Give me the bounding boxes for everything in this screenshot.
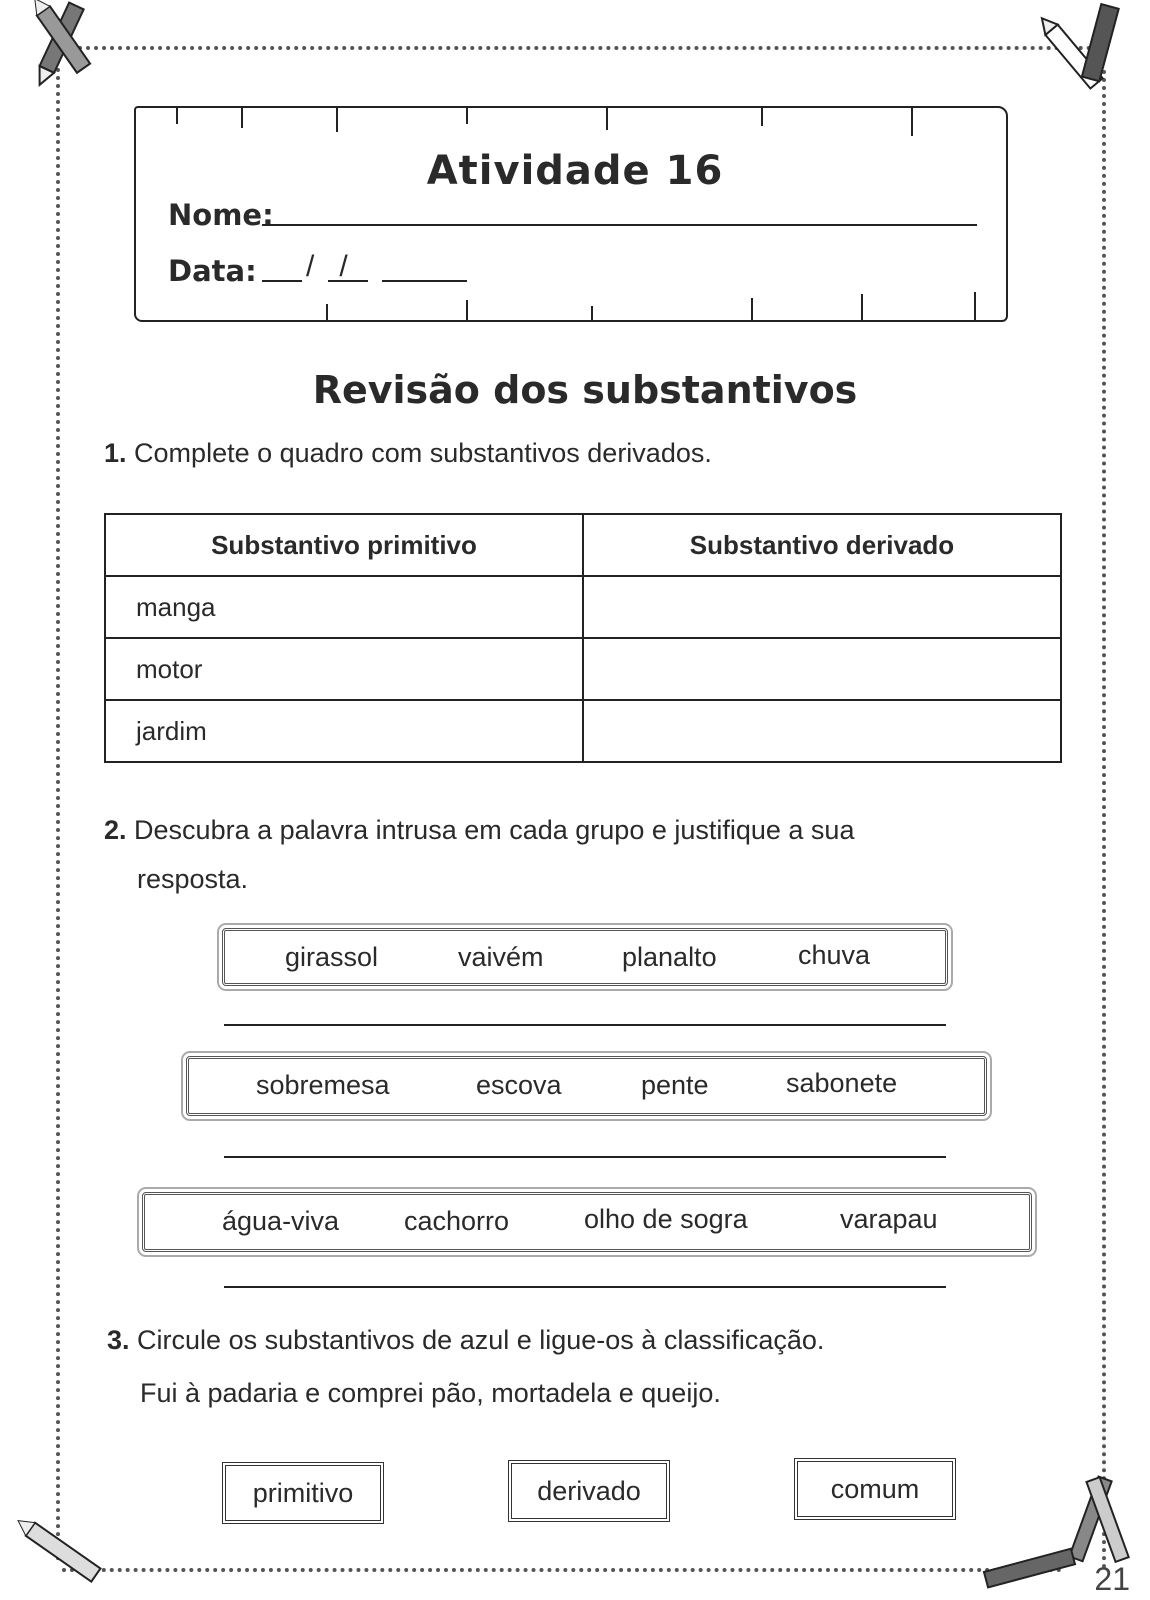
question-3-sentence: Fui à padaria e comprei pão, mortadela e queijo. [140, 1378, 721, 1408]
question-2 [104, 815, 854, 846]
frame-left-border [56, 52, 60, 1562]
table-cell-primitive: motor [105, 638, 583, 700]
answer-line[interactable] [224, 1024, 946, 1026]
date-month-line[interactable] [328, 280, 368, 282]
name-line[interactable] [262, 224, 977, 226]
word-item: pente [641, 1070, 709, 1100]
word-item: sobremesa [256, 1070, 390, 1100]
question-1-text: Complete o quadro com substantivos derivados. [134, 438, 712, 468]
answer-line[interactable] [224, 1156, 946, 1158]
section-title: Revisão dos substantivos [312, 368, 858, 412]
activity-title: Atividade 16 [426, 148, 724, 194]
table-header-primitive: Substantivo primitivo [105, 514, 583, 576]
table-row [105, 638, 1061, 700]
question-2-text-continued: resposta. [137, 864, 249, 894]
word-item: sabonete [786, 1068, 898, 1098]
table-header-derived: Substantivo derivado [583, 514, 1061, 576]
table-cell-derived-input[interactable] [583, 638, 1061, 700]
question-1 [104, 438, 712, 469]
pencil-icon [0, 1510, 110, 1600]
table-cell-primitive: jardim [105, 700, 583, 762]
question-2-number: 2. [104, 815, 127, 845]
date-year-line[interactable] [382, 280, 467, 282]
question-3-number: 3. [107, 1325, 130, 1355]
word-item: olho de sogra [584, 1204, 748, 1234]
pencil-icon [20, 0, 110, 95]
frame-top-border [62, 46, 1092, 50]
answer-line[interactable] [224, 1286, 946, 1288]
table-row [105, 700, 1061, 762]
date-label: Data: [168, 254, 257, 288]
word-item: escova [476, 1070, 562, 1100]
pencil-icon [1030, 0, 1130, 90]
frame-right-border [1102, 70, 1106, 1570]
name-label: Nome: [168, 198, 274, 232]
table-header-row [105, 514, 1061, 576]
date-day-line[interactable] [262, 280, 302, 282]
table-cell-derived-input[interactable] [583, 700, 1061, 762]
classification-option-derived[interactable]: derivado [508, 1460, 670, 1522]
question-3 [107, 1325, 824, 1356]
classification-option-common[interactable]: comum [794, 1458, 956, 1520]
date-slashes: / / [306, 250, 348, 283]
word-item: girassol [285, 942, 379, 972]
word-item: vaivém [458, 942, 544, 972]
classification-option-primitive[interactable]: primitivo [222, 1462, 384, 1524]
pencil-icon [975, 1540, 1085, 1600]
table-cell-derived-input[interactable] [583, 576, 1061, 638]
question-2-text: Descubra a palavra intrusa em cada grupo e justifique a sua [134, 815, 855, 845]
page-number: 21 [1094, 1561, 1130, 1597]
nouns-table [104, 513, 1062, 763]
table-cell-primitive: manga [105, 576, 583, 638]
word-item: cachorro [404, 1206, 510, 1236]
word-item: chuva [798, 940, 871, 970]
question-3-text: Circule os substantivos de azul e ligue-os à classificação. [137, 1325, 825, 1355]
word-item: água-viva [222, 1206, 340, 1236]
table-row [105, 576, 1061, 638]
question-1-number: 1. [104, 438, 127, 468]
frame-bottom-border [62, 1568, 1062, 1572]
word-item: planalto [622, 942, 717, 972]
word-item: varapau [840, 1204, 938, 1234]
